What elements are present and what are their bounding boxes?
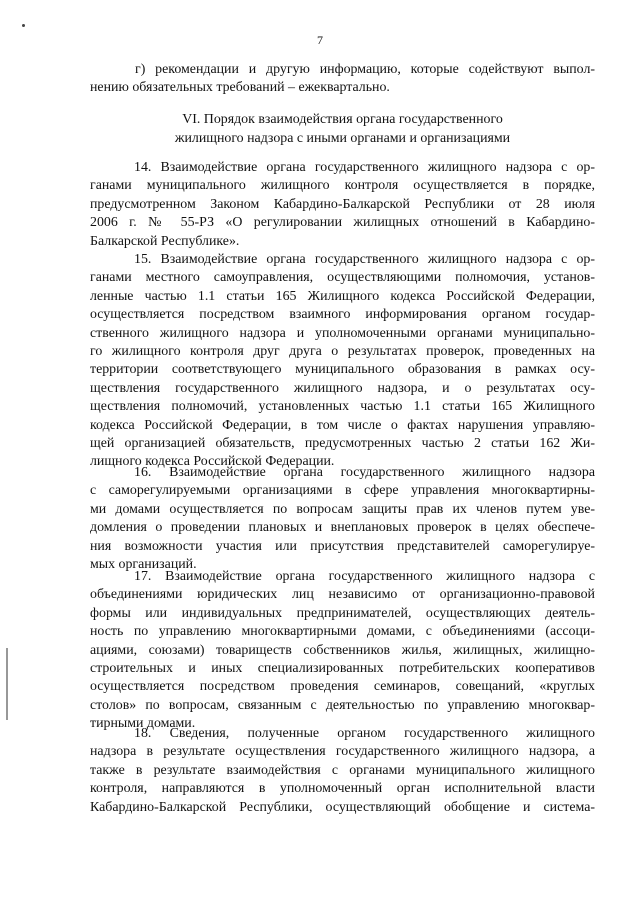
section-heading	[90, 110, 595, 148]
text-line: ществления государственного жилищного надзора, и о результатах осу-	[90, 380, 595, 396]
text-line: предусмотренном Законом Кабардино-Балкарской Республики от 28 июля	[90, 196, 595, 212]
text-line: го жилищного контроля друг друга о результатах проверок, проведенных на	[90, 344, 595, 360]
text-line: ми домами осуществляется по вопросам защиты прав их членов путем уве-	[90, 501, 595, 517]
text-line: также в результате взаимодействия с органами муниципального жилищного	[90, 762, 595, 778]
section-heading-line: VI. Порядок взаимодействия органа государственного	[182, 112, 503, 127]
text-line: ганами муниципального жилищного контроля осуществляется в порядке,	[90, 178, 595, 194]
text-line: 17. Взаимодействие органа государственного жилищного надзора с	[134, 569, 595, 584]
text-line: нению обязательных требований – ежеквартально.	[90, 80, 390, 96]
text-line: ния возможности участия или присутствия представителей саморегулируе-	[90, 538, 595, 554]
paragraph-16	[90, 464, 595, 574]
text-line: осуществляется посредством взаимного информирования органом государ-	[90, 307, 595, 323]
text-line: надзора в результате осуществления государственного жилищного надзора, а	[90, 744, 595, 760]
paragraph-14	[90, 159, 595, 251]
text-line: ганами местного самоуправления, осуществляющими полномочия, установ-	[90, 270, 595, 286]
text-line: объединениями юридических лиц независимо от организационно-правовой	[90, 587, 595, 603]
text-line: Балкарской Республике».	[90, 233, 240, 249]
text-line: тирными домами.	[90, 716, 196, 732]
text-line: 18. Сведения, полученные органом государственного жилищного	[134, 726, 595, 741]
text-line: 15. Взаимодействие органа государственного жилищного надзора с ор-	[134, 252, 595, 267]
text-line: столов» по вопросам, связанным с деятельностью по управлению многоквар-	[90, 697, 595, 713]
text-line: 14. Взаимодействие органа государственного жилищного надзора с ор-	[134, 160, 595, 175]
text-line: лищного кодекса Российской Федерации.	[90, 454, 335, 470]
paragraph-18	[90, 725, 595, 817]
text-line: контроля, направляются в уполномоченный орган исполнительной власти	[90, 781, 595, 797]
text-line: ственного жилищного надзора и уполномоченными органами муниципально-	[90, 325, 595, 341]
text-line: кодекса Российской Федерации, в том числе о фактах нарушения управляю-	[90, 417, 595, 433]
text-line: территории соответствующего муниципального образования в рамках осу-	[90, 362, 595, 378]
text-line: щей организацией обязательств, предусмотренных частью 2 статьи 162 Жи-	[90, 436, 595, 452]
text-line: ществления полномочий, установленных частью 1.1 статьи 165 Жилищного	[90, 399, 595, 415]
text-line: ленные частью 1.1 статьи 165 Жилищного кодекса Российской Федерации,	[90, 288, 595, 304]
page-number: 7	[317, 33, 323, 47]
text-line: г) рекомендации и другую информацию, которые содействуют выпол-	[135, 62, 595, 77]
text-line: мых организаций.	[90, 557, 197, 573]
text-line: с саморегулируемыми организациями в сфере управления многоквартирны-	[90, 483, 595, 499]
text-line: домления о проведении плановых и внеплановых проверок в целях обеспече-	[90, 520, 595, 536]
paragraph-17	[90, 568, 595, 734]
text-line: Кабардино-Балкарской Республики, осуществляющий обобщение и система-	[90, 799, 595, 815]
scan-edge-mark	[6, 648, 8, 720]
intro-paragraph	[90, 61, 595, 98]
paragraph-15	[90, 251, 595, 472]
text-line: 16. Взаимодействие органа государственного жилищного надзора	[134, 465, 595, 480]
section-heading-line: жилищного надзора с иными органами и организациями	[174, 131, 511, 146]
text-line: формы или индивидуальных предпринимателей, осуществляющих деятель-	[90, 605, 595, 621]
text-line: 2006 г. № 55-РЗ «О регулировании жилищных отношений в Кабардино-	[90, 215, 595, 231]
text-line: осуществляется посредством проведения семинаров, совещаний, «круглых	[90, 679, 595, 695]
text-line: ность по управлению многоквартирными домами, с объединениями (ассоци-	[90, 624, 595, 640]
text-line: строительных и иных специализированных потребительских кооперативов	[90, 661, 595, 677]
scan-speck	[22, 24, 25, 27]
text-line: ациями, союзами) товариществ собственников жилья, жилищных, жилищно-	[90, 642, 595, 658]
